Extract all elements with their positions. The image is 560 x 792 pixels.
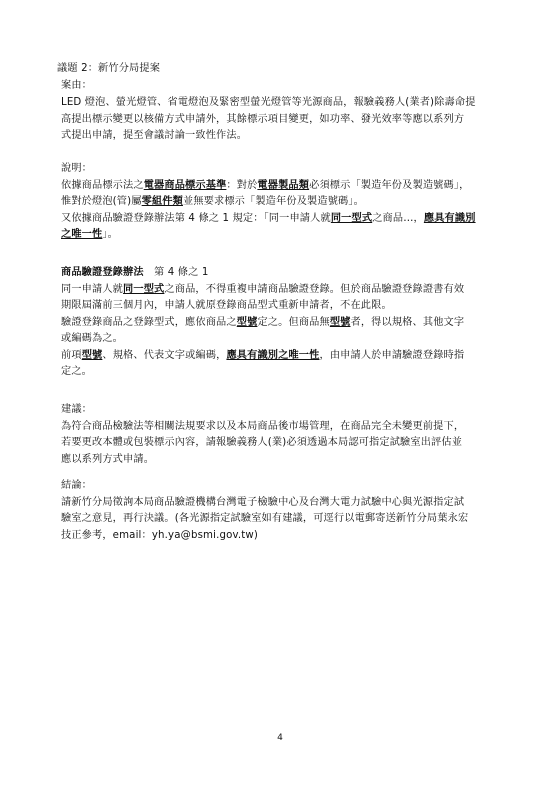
suggestion-line: 若要更改本體或包裝標示內容，請報驗義務人(業)必須透過本局認可指定試驗室出評估並 — [61, 437, 463, 448]
explanation-line-1: 依據商品標示法之電器商品標示基準：對於電器製品類必須標示「製造年份及製造號碼」， — [61, 179, 470, 191]
law-paragraph-2-cont: 或編碼為之。 — [61, 333, 124, 344]
explanation-label: 說明： — [61, 163, 93, 174]
conclusion-block — [61, 478, 515, 544]
law-title: 商品驗證登錄辦法 第 4 條之 1 — [61, 267, 209, 278]
suggestion-line: 應以系列方式申請。 — [61, 453, 155, 465]
law-block — [61, 265, 515, 381]
topic-heading: 議題 2：新竹分局提案 — [57, 63, 161, 74]
emphasis-same-model: 同一型式 — [330, 212, 373, 224]
explanation-line-2: 惟對於燈泡(管)屬零組件類並無要求標示「製造年份及製造號碼」。 — [61, 196, 364, 207]
explanation-line-4: 之唯一性」。 — [61, 229, 118, 240]
case-line: 高提出標示變更以核備方式申請外，其餘標示項目變更，如功率、發光效率等應以系列方 — [61, 113, 465, 125]
case-label: 案由： — [61, 79, 93, 91]
emphasis-electric-standard: 電器商品標示基準 — [143, 179, 227, 191]
emphasis-components: 零組件類 — [141, 196, 183, 207]
suggestion-line: 為符合商品檢驗法等相關法規要求以及本局商品後市場管理，在商品完全未變更前提下， — [61, 420, 465, 432]
conclusion-line: 驗室之意見，再行決議。(各光源指定試驗室如有建議，可逕行以電郵寄送新竹分局葉永宏 — [61, 513, 469, 524]
emphasis-model-number: 型號 — [236, 316, 258, 328]
conclusion-line: 請新竹分局徵詢本局商品驗證機構台灣電子檢驗中心及台灣大電力試驗中心與光源指定試 — [61, 496, 465, 508]
law-paragraph-3: 前項型號、規格、代表文字或編碼，應具有識別之唯一性，由申請人於申請驗證登錄時指 — [61, 349, 465, 361]
emphasis-identifiable: 應具有識別 — [423, 212, 476, 224]
emphasis-uniqueness: 之唯一性 — [61, 229, 103, 240]
case-line: LED 燈泡、螢光燈管、省電燈泡及緊密型螢光燈管等光源商品，報驗義務人(業者)除壽命提 — [61, 97, 476, 108]
suggestion-label: 建議： — [61, 404, 93, 415]
conclusion-line: 技正參考，email：yh.ya@bsmi.gov.tw) — [61, 529, 258, 541]
emphasis-same-model: 同一型式 — [123, 283, 165, 295]
law-paragraph-1: 同一申請人就同一型式之商品，不得重複申請商品驗證登錄。但於商品驗證登錄證書有效 — [61, 283, 465, 295]
emphasis-electric-products: 電器製品類 — [257, 179, 310, 191]
law-paragraph-3-cont: 定之。 — [61, 366, 93, 377]
suggestion-block — [61, 402, 515, 468]
explanation-line-3: 又依據商品驗證登錄辦法第 4 條之 1 規定：「同一申請人就同一型式之商品…，應具有識別 — [61, 212, 476, 224]
case-paragraph — [61, 95, 515, 145]
case-line: 式提出申請，提至會議討論一致性作法。 — [61, 130, 248, 141]
header-block — [57, 61, 515, 94]
explanation-block — [61, 161, 515, 244]
conclusion-label: 結論： — [61, 480, 93, 491]
law-paragraph-1-cont: 期限屆滿前三個月內，申請人就原登錄商品型式重新申請者，不在此限。 — [61, 300, 392, 311]
page-number: 4 — [277, 733, 283, 743]
emphasis-unique-identification: 應具有識別之唯一性 — [226, 349, 320, 361]
emphasis-model-number: 型號 — [329, 316, 351, 328]
law-paragraph-2: 驗證登錄商品之登錄型式，應依商品之型號定之。但商品無型號者，得以規格、其他文字 — [61, 316, 465, 328]
emphasis-model-number: 型號 — [81, 349, 103, 361]
